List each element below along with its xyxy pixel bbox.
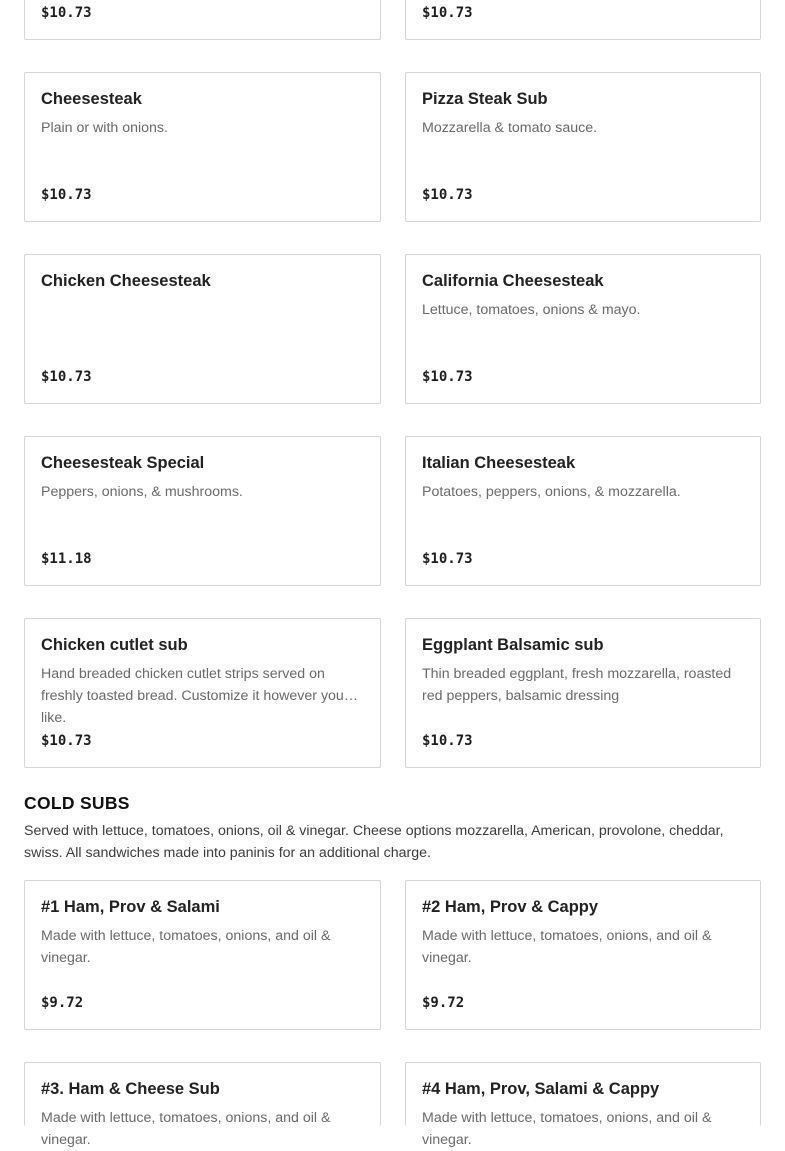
menu-item-description: Peppers, onions, & mushrooms. <box>41 484 243 500</box>
menu-item-price: $10.73 <box>41 5 92 21</box>
menu-item-description: Made with lettuce, tomatoes, onions, and oil & vinegar. <box>422 928 712 966</box>
menu-item-description: Potatoes, peppers, onions, & mozzarella. <box>422 484 681 500</box>
menu-item-name: Cheesesteak <box>41 90 142 108</box>
menu-item-card[interactable] <box>24 254 381 404</box>
menu-item-name: #2 Ham, Prov & Cappy <box>422 898 599 916</box>
menu-item-card[interactable] <box>405 1062 761 1148</box>
menu-item-price: $9.72 <box>41 995 84 1011</box>
section-title: COLD SUBS <box>24 793 130 813</box>
menu-item-description: Mozzarella & tomato sauce. <box>422 120 598 136</box>
menu-item-card[interactable] <box>24 1062 381 1148</box>
menu-item-name: Pizza Steak Sub <box>422 90 548 108</box>
menu-item-name: #3. Ham & Cheese Sub <box>41 1080 220 1098</box>
menu-item-description: Thin breaded eggplant, fresh mozzarella, roasted red peppers, balsamic dressing <box>422 666 732 704</box>
menu-item-description: Hand breaded chicken cutlet strips served on freshly toasted bread. Customize it however you like. <box>41 666 344 726</box>
menu-item-name: #1 Ham, Prov & Salami <box>41 898 220 916</box>
menu-item-description: Made with lettuce, tomatoes, onions, and oil & vinegar. <box>41 1110 331 1148</box>
menu-item-card[interactable] <box>405 254 761 404</box>
menu-item-price: $10.73 <box>41 187 92 203</box>
menu-item-card[interactable] <box>405 436 761 586</box>
menu-item-card[interactable] <box>24 436 381 586</box>
menu-item-price: $10.73 <box>422 187 473 203</box>
menu-item-card[interactable] <box>24 880 381 1030</box>
menu-item-card[interactable] <box>405 618 761 768</box>
menu-item-price: $11.18 <box>41 551 92 567</box>
menu-item-card[interactable] <box>405 0 761 40</box>
menu-item-card[interactable] <box>405 72 761 222</box>
menu-item-description: Made with lettuce, tomatoes, onions, and oil & vinegar. <box>41 928 331 966</box>
menu-item-card[interactable] <box>24 72 381 222</box>
menu-item-description: Plain or with onions. <box>41 120 168 136</box>
menu-item-name: #4 Ham, Prov, Salami & Cappy <box>422 1080 660 1098</box>
menu-item-description: Lettuce, tomatoes, onions & mayo. <box>422 302 641 318</box>
menu-item-price: $9.72 <box>422 995 465 1011</box>
menu-item-description: Made with lettuce, tomatoes, onions, and oil & vinegar. <box>422 1110 712 1148</box>
menu-item-card[interactable] <box>24 0 381 40</box>
menu-item-price: $10.73 <box>422 551 473 567</box>
menu-item-name: Eggplant Balsamic sub <box>422 636 604 654</box>
menu-item-price: $10.73 <box>422 369 473 385</box>
menu-item-name: Cheesesteak Special <box>41 454 205 472</box>
menu-item-card[interactable] <box>24 618 381 768</box>
menu-item-price: $10.73 <box>422 5 473 21</box>
menu-item-name: Italian Cheesesteak <box>422 454 576 472</box>
section-description: Served with lettuce, tomatoes, onions, oil & vinegar. Cheese options mozzarella, American, provolone, cheddar, swiss. All sandwiches made into paninis for an additional charge. <box>24 823 724 861</box>
menu-item-price: $10.73 <box>41 733 92 749</box>
menu-item-price: $10.73 <box>422 733 473 749</box>
menu-item-card[interactable] <box>405 880 761 1030</box>
menu-item-name: Chicken Cheesesteak <box>41 272 211 290</box>
menu-item-price: $10.73 <box>41 369 92 385</box>
menu-item-name: California Cheesesteak <box>422 272 604 290</box>
menu-item-name: Chicken cutlet sub <box>41 636 188 654</box>
